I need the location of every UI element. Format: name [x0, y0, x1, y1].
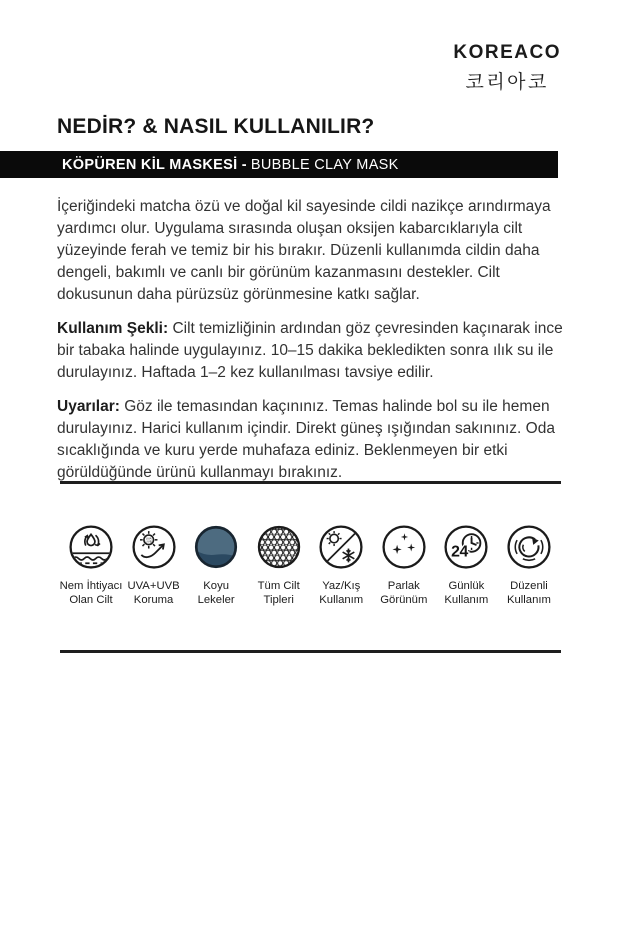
- usage-label: Kullanım Şekli:: [57, 320, 169, 337]
- usage-text: Cilt temizliğinin ardından göz çevresinden kaçınarak ince bir tabaka halinde uygulayınız. 10–15 dakika bekledikten sonra ılık su ile durulayınız. Haftada 1–2 kez kullanılması tavsiye edilir.: [57, 320, 563, 381]
- page-title: NEDİR? & NASIL KULLANILIR?: [57, 115, 375, 138]
- feature-label: Tüm Cilt Tipleri: [257, 580, 300, 606]
- bright-look-icon: [381, 524, 427, 570]
- feature-label: Yaz/Kış Kullanım: [319, 580, 364, 606]
- product-name-bar: [0, 151, 558, 178]
- warnings-label: Uyarılar:: [57, 398, 120, 415]
- product-name-english: BUBBLE CLAY MASK: [250, 156, 399, 173]
- feature-label: Parlak Görünüm: [380, 580, 428, 606]
- feature-icon-row: [60, 524, 560, 607]
- feature-regular-use: [498, 524, 560, 607]
- svg-text:UVB: UVB: [145, 539, 152, 544]
- regular-use-icon: [506, 524, 552, 570]
- product-name-turkish: KÖPÜREN KİL MASKESİ -: [62, 156, 247, 173]
- summer-winter-use-icon: [318, 524, 364, 570]
- moisture-skin-icon: [68, 524, 114, 570]
- body-copy: [57, 196, 568, 496]
- divider-bottom: [60, 650, 561, 653]
- brand-logo: [453, 42, 561, 94]
- uva-uvb-protection-icon: [131, 524, 177, 570]
- feature-label: Nem İhtiyacı Olan Cilt: [59, 580, 123, 606]
- brand-name-korean: 코리아코: [465, 72, 549, 93]
- usage-paragraph: [57, 318, 568, 384]
- all-skin-types-icon: [256, 524, 302, 570]
- warnings-paragraph: [57, 396, 568, 484]
- feature-label: Düzenli Kullanım: [506, 580, 551, 606]
- warnings-text: Göz ile temasından kaçınınız. Temas halinde bol su ile hemen durulayınız. Harici kullanım içindir. Direkt güneş ışığından sakınınız. Oda sıcaklığında ve kuru yerde muhafaza ediniz. Beklenmeyen bir etki görüldüğünde ürünü kullanmayı bırakınız.: [57, 398, 555, 481]
- feature-label: Günlük Kullanım: [444, 580, 489, 606]
- dark-spots-icon: [193, 524, 239, 570]
- svg-text:24: 24: [451, 543, 469, 561]
- description-paragraph: [57, 196, 568, 306]
- daily-use-icon: [443, 524, 489, 570]
- feature-label: UVA+UVB Koruma: [127, 580, 180, 606]
- description-text: İçeriğindeki matcha özü ve doğal kil sayesinde cildi nazikçe arındırmaya yardımcı olur. Uygulama sırasında oluşan oksijen kabarcıklarıyla cilt yüzeyinde ferah ve temiz bir his bırakır. Düzenli kullanımda cildin daha dengeli, bakımlı ve canlı bir görünüm kazanmasını destekler. Cilt dokusunun daha pürüzsüz görünmesine katkı sağlar.: [57, 198, 551, 303]
- brand-name: KOREACO: [453, 42, 561, 63]
- divider-top: [60, 481, 561, 484]
- svg-text:UVA: UVA: [145, 536, 152, 541]
- feature-label: Koyu Lekeler: [197, 580, 235, 606]
